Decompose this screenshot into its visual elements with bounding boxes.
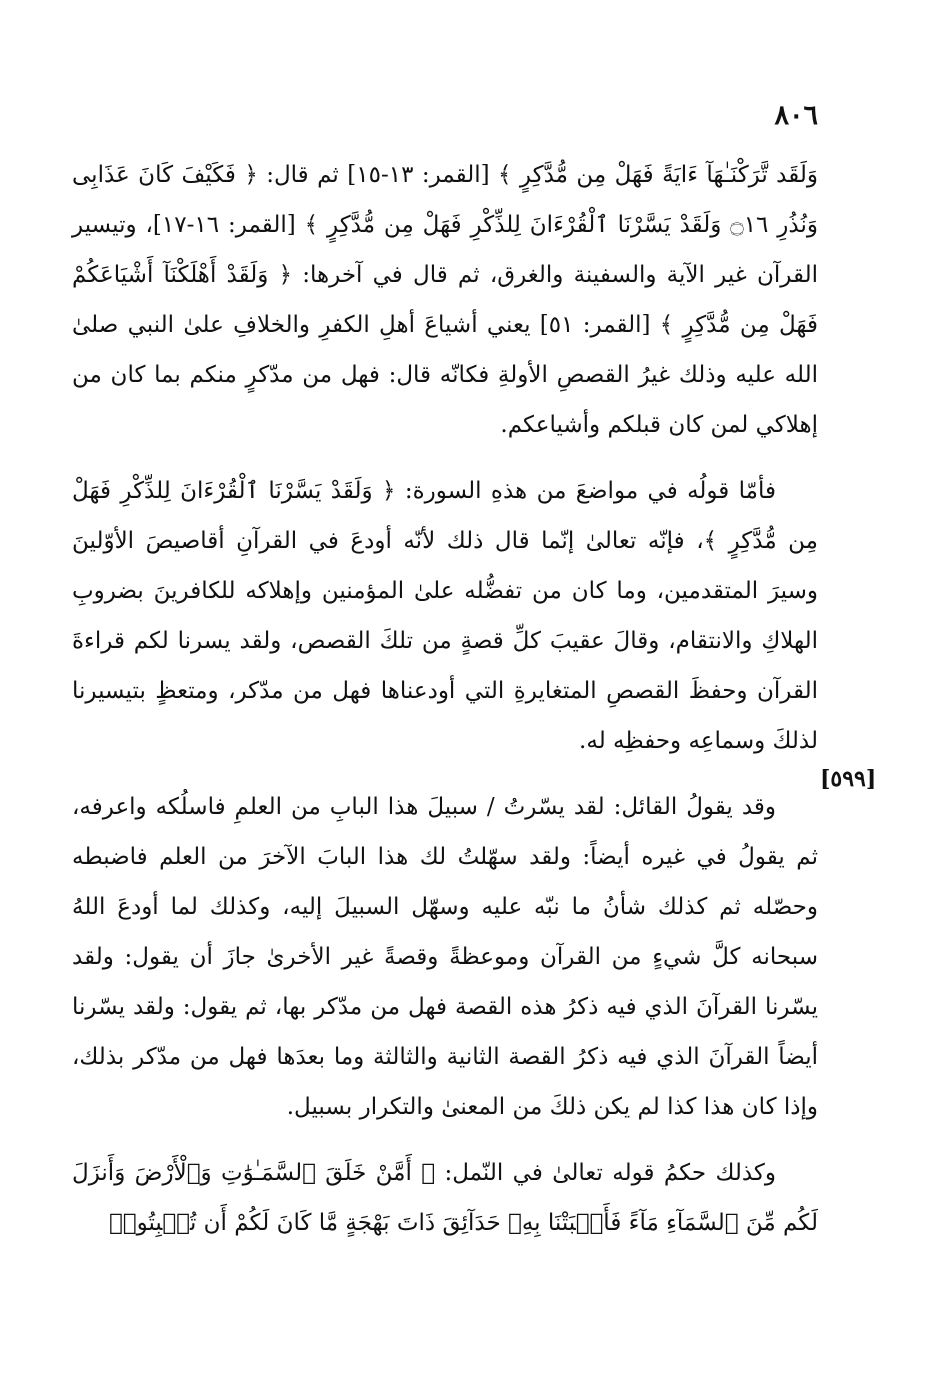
margin-reference: [٥٩٩] bbox=[820, 766, 877, 792]
paragraph-3: وقد يقولُ القائل: لقد يسّرتُ / سبيلَ هذا البابِ من العلمِ فاسلُكه واعرفه، ثم يقولُ في غيره أيضاً: ولقد سهّلتُ لك هذا البابَ الآخرَ من العلم فاضبطه وحصّله ثم كذلك شأنُ ما نبّه عليه وسهّل السبيلَ إليه، وكذلك لما أودعَ اللهُ سبحانه كلَّ شيءٍ من القرآن وموعظةً وقصةً غير الأخرىٰ جازَ أن يقول: ولقد يسّرنا القرآنَ الذي فيه ذكرُ هذه القصة فهل من مدّكر بها، ثم يقول: ولقد يسّرنا أيضاً القرآنَ الذي فيه ذكرُ القصة الثانية والثالثة وما بعدَها فهل من مدّكر بذلك، وإذا كان هذا كذا لم يكن ذلكَ من المعنىٰ والتكرار بسبيل. bbox=[72, 794, 818, 1120]
paragraph-4: وكذلك حكمُ قوله تعالىٰ في النّمل: ﴿ أَمَّنْ خَلَقَ ٱلسَّمَـٰوَٰتِ وَٱلْأَرْضَ وَأَنزَلَ لَكُم مِّنَ ٱلسَّمَآءِ مَآءً فَأَنۢبَتْنَا بِهِۦ حَدَآئِقَ ذَاتَ بَهْجَةٍ مَّا كَانَ لَكُمْ أَن تُنۢبِتُوا۟ bbox=[72, 1160, 818, 1236]
paragraph-2: فأمّا قولُه في مواضعَ من هذهِ السورة: ﴿ وَلَقَدْ يَسَّرْنَا ٱلْقُرْءَانَ لِلذِّكْرِ فَهَلْ مِن مُّدَّكِرٍ ﴾، فإنّه تعالىٰ إنّما قال ذلك لأنّه أودعَ في القرآنِ أقاصيصَ الأوّلينَ وسيرَ المتقدمين، وما كان من تفضُّله علىٰ المؤمنين وإهلاكه للكافرينَ بضروبِ الهلاكِ والانتقام، وقالَ عقيبَ كلِّ قصةٍ من تلكَ القصص، ولقد يسرنا لكم قراءةَ القرآن وحفظَ القصصِ المتغايرةِ التي أودعناها فهل من مدّكر، ومتعظٍ بتيسيرنا لذلكَ وسماعِه وحفظِه له. bbox=[72, 478, 818, 754]
body-text bbox=[72, 150, 818, 1264]
page-number: ٨٠٦ bbox=[774, 100, 818, 131]
paragraph-1: وَلَقَد تَّرَكْنَـٰهَآ ءَايَةً فَهَلْ مِن مُّدَّكِرٍ ﴾ [القمر: ١٣-١٥] ثم قال: ﴿ فَكَيْفَ كَانَ عَذَابِى وَنُذُرِ ۝١٦ وَلَقَدْ يَسَّرْنَا ٱلْقُرْءَانَ لِلذِّكْرِ فَهَلْ مِن مُّدَّكِرٍ ﴾ [القمر: ١٦-١٧]، وتيسير القرآن غير الآية والسفينة والغرق، ثم قال في آخرها: ﴿ وَلَقَدْ أَهْلَكْنَآ أَشْيَاعَكُمْ فَهَلْ مِن مُّدَّكِرٍ ﴾ [القمر: ٥١] يعني أشياعَ أهلِ الكفرِ والخلافِ علىٰ النبي صلىٰ الله عليه وذلك غيرُ القصصِ الأولةِ فكانّه قال: فهل من مدّكرٍ منكم بما كان من إهلاكي لمن كان قبلكم وأشياعكم. bbox=[72, 162, 819, 438]
